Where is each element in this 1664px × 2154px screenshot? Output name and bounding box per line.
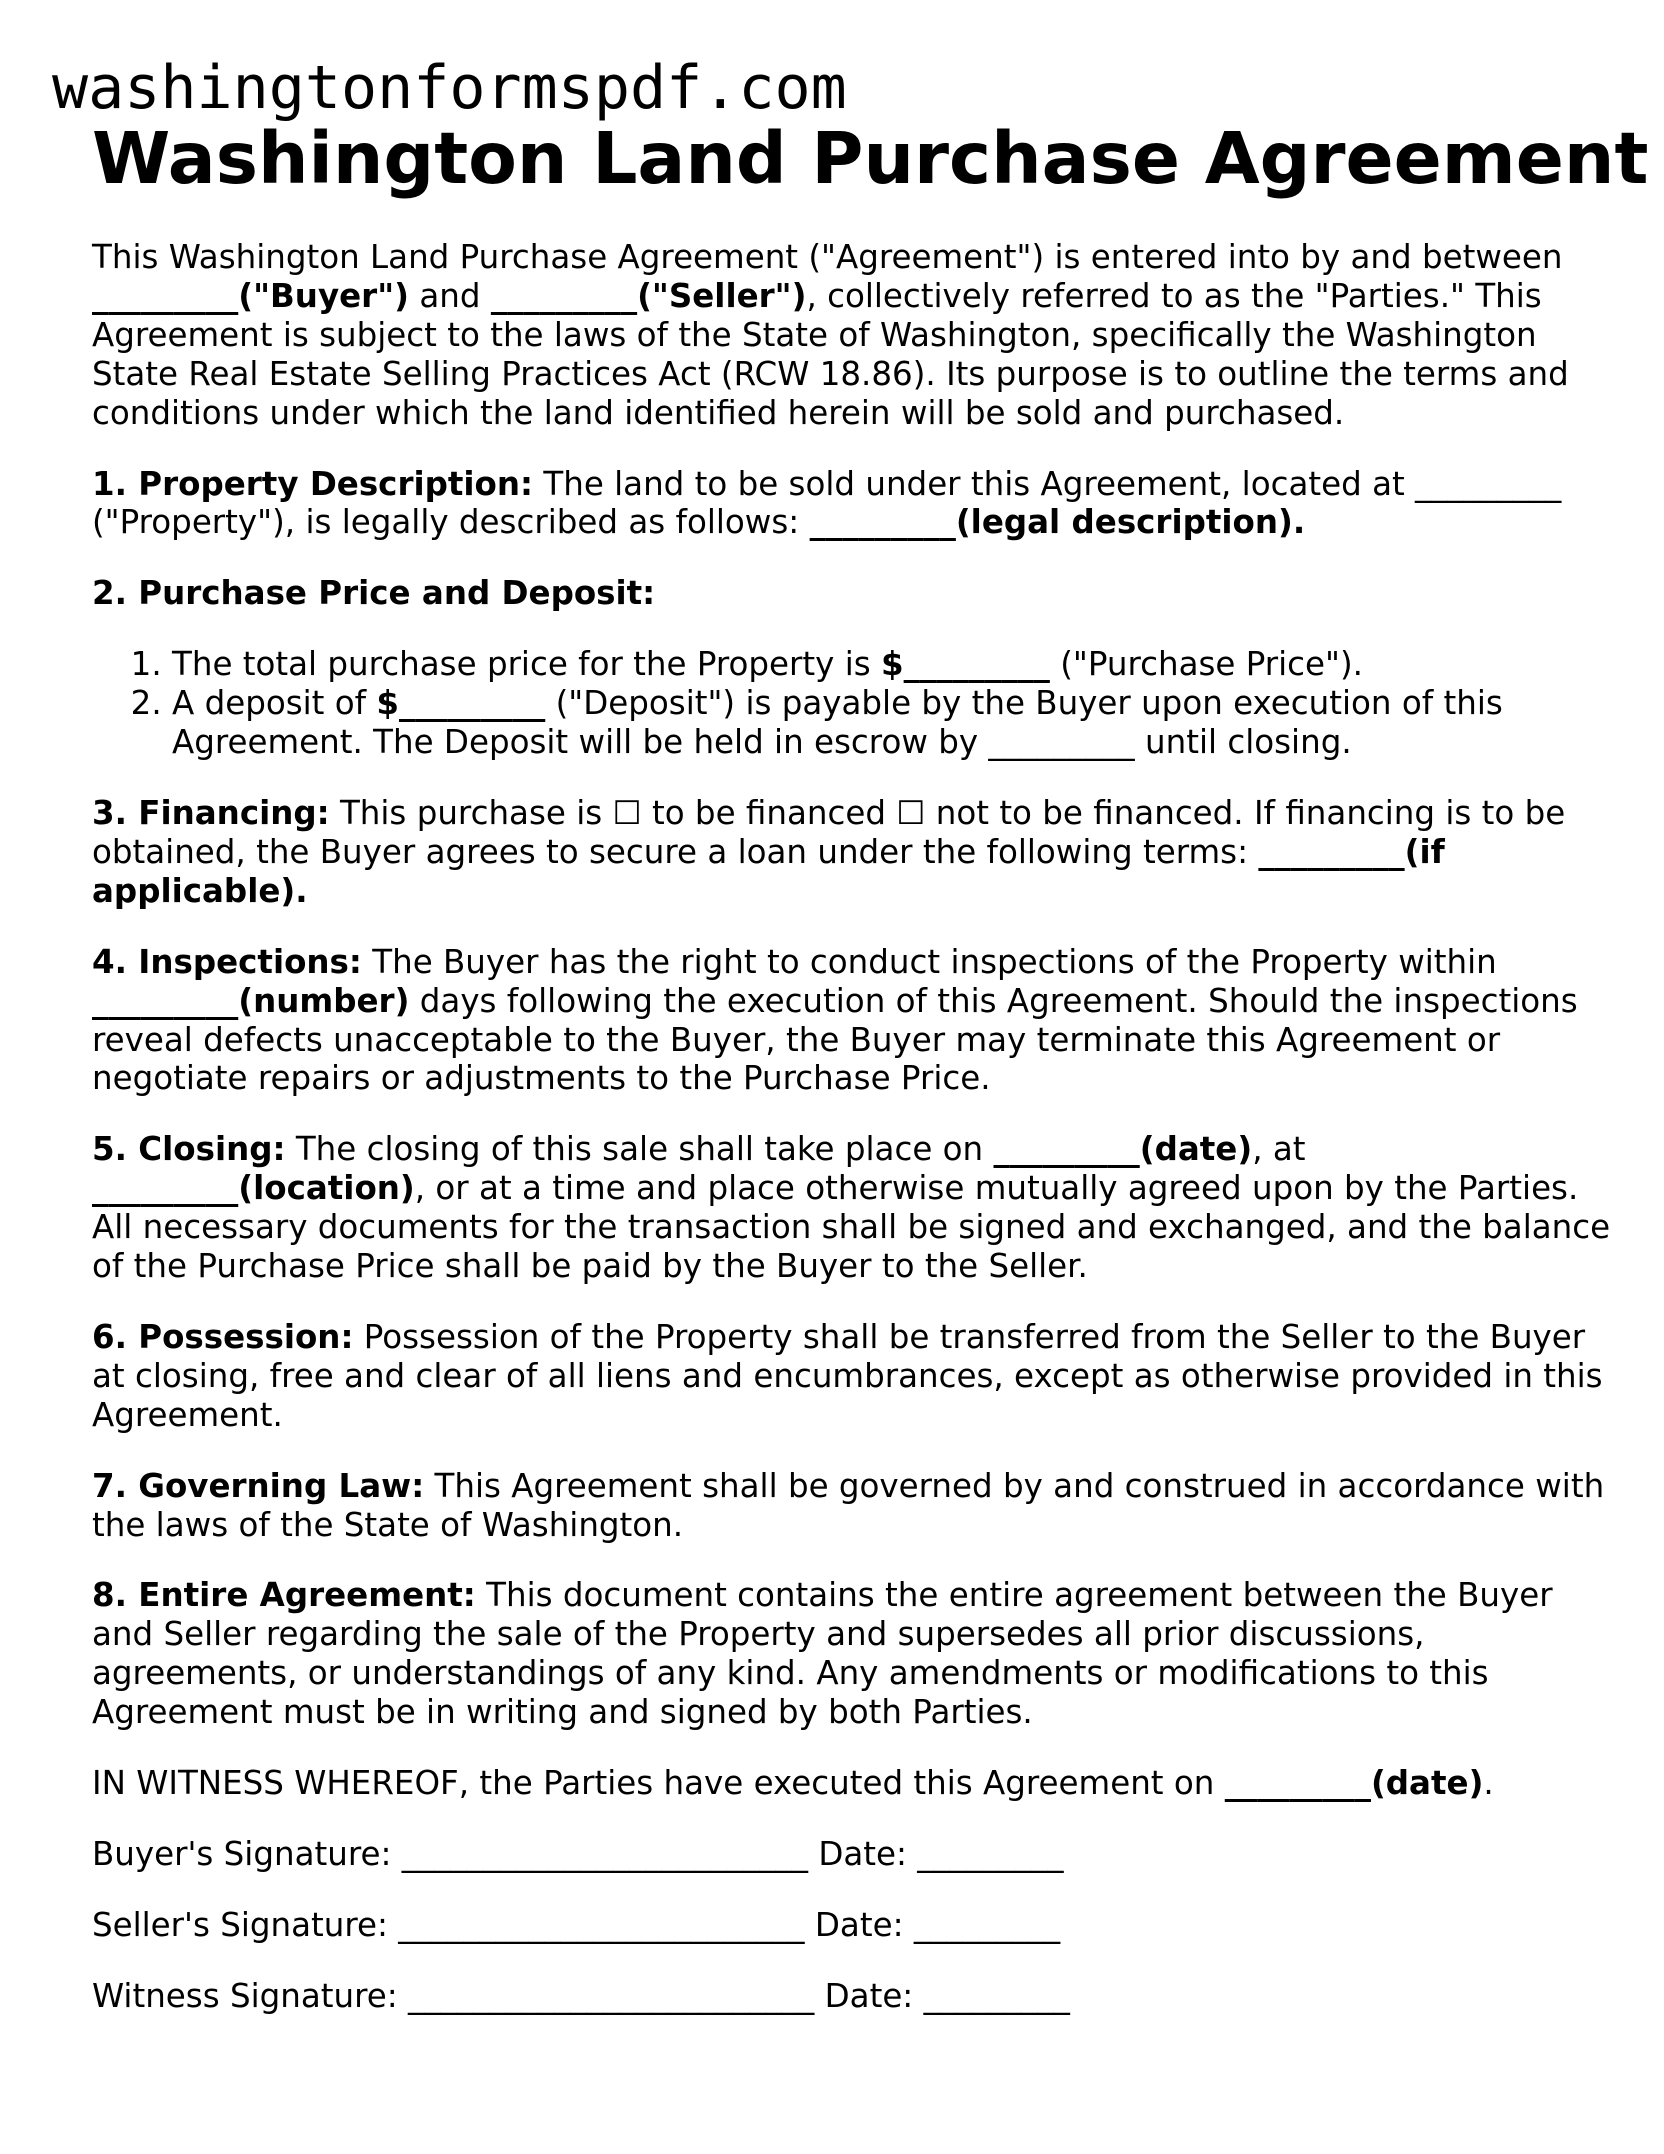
section-purchase-price (92, 574, 1622, 613)
legal-description-blank: _________(legal description). (809, 503, 1306, 542)
intro-paragraph: This Washington Land Purchase Agreement ("Agreement") is entered into by and between _________("Buyer") and _________("Seller"), collectively referred to as the "Parties." This Agreement is subject to the laws of the State of Washington, specifically the Washington State Real Estate Selling Practices Act (RCW 18.86). Its purpose is to outline the terms and conditions under which the land identified herein will be sold and purchased. (92, 238, 1569, 432)
section-heading: 4. Inspections: (92, 942, 362, 981)
financing-terms-blank: _________(if applicable). (92, 832, 1445, 910)
section-heading: 8. Entire Agreement: (92, 1576, 476, 1615)
agreement-body (92, 238, 1622, 2048)
section-heading: 2. Purchase Price and Deposit: (92, 574, 656, 613)
inspection-days-blank: _________(number) (92, 981, 410, 1020)
list-item: 1. The total purchase price for the Property is $_________ ("Purchase Price"). (172, 645, 1622, 684)
seller-signature-line: Seller's Signature: _________________________ Date: _________ (92, 1905, 1061, 1944)
execution-date-blank: _________(date) (1224, 1764, 1484, 1803)
list-item: 2. A deposit of $_________ ("Deposit") is payable by the Buyer upon execution of this Agreement. The Deposit will be held in escrow by _________ until closing. (172, 684, 1622, 762)
witness-signature-line: Witness Signature: _________________________ Date: _________ (92, 1976, 1070, 2015)
purchase-price-list (92, 645, 1622, 762)
section-entire-agreement: 8. Entire Agreement: This document contains the entire agreement between the Buyer and Seller regarding the sale of the Property and supersedes all prior discussions, agreements, or understandings of any kind. Any amendments or modifications to this Agreement must be in writing and signed by both Parties. (92, 1576, 1553, 1732)
section-inspections: 4. Inspections: The Buyer has the right to conduct inspections of the Property within _________(number) days following the execution of this Agreement. Should the inspections reveal defects unacceptable to the Buyer, the Buyer may terminate this Agreement or negotiate repairs or adjustments to the Purchase Price. (92, 942, 1578, 1098)
section-property-description: 1. Property Description: The land to be sold under this Agreement, located at _________ ("Property"), is legally described as follows: _________(legal description). (92, 464, 1562, 542)
section-heading: 5. Closing: (92, 1130, 286, 1169)
buyer-signature-line: Buyer's Signature: _________________________ Date: _________ (92, 1835, 1064, 1873)
closing-location-blank: _________(location) (92, 1169, 415, 1208)
section-financing: 3. Financing: This purchase is ☐ to be financed ☐ not to be financed. If financing is to be obtained, the Buyer agrees to secure a loan under the following terms: _________(if applicable). (92, 793, 1566, 910)
section-heading: 6. Possession: (92, 1317, 354, 1356)
section-heading: 1. Property Description: (92, 464, 534, 503)
purchase-price-blank: $_________ (881, 645, 1050, 684)
buyer-blank: _________("Buyer") (92, 276, 409, 315)
witness-statement: IN WITNESS WHEREOF, the Parties have executed this Agreement on _________(date). (92, 1764, 1494, 1803)
document-title: Washington Land Purchase Agreement (92, 117, 1649, 200)
section-governing-law: 7. Governing Law: This Agreement shall be governed by and construed in accordance with the laws of the State of Washington. (92, 1466, 1605, 1544)
section-heading: 7. Governing Law: (92, 1466, 425, 1505)
seller-blank: _________("Seller") (490, 276, 807, 315)
deposit-blank: $_________ (376, 684, 546, 723)
section-closing: 5. Closing: The closing of this sale shall take place on _________(date), at _________(location), or at a time and place otherwise mutually agreed upon by the Parties. All necessary documents for the transaction shall be signed and exchanged, and the balance of the Purchase Price shall be paid by the Buyer to the Seller. (92, 1130, 1611, 1286)
site-watermark: washingtonformspdf.com (52, 53, 847, 123)
closing-date-blank: _________(date) (993, 1130, 1253, 1169)
section-heading: 3. Financing: (92, 793, 330, 832)
section-possession: 6. Possession: Possession of the Property shall be transferred from the Seller to the Buyer at closing, free and clear of all liens and encumbrances, except as otherwise provided in this Agreement. (92, 1317, 1603, 1434)
